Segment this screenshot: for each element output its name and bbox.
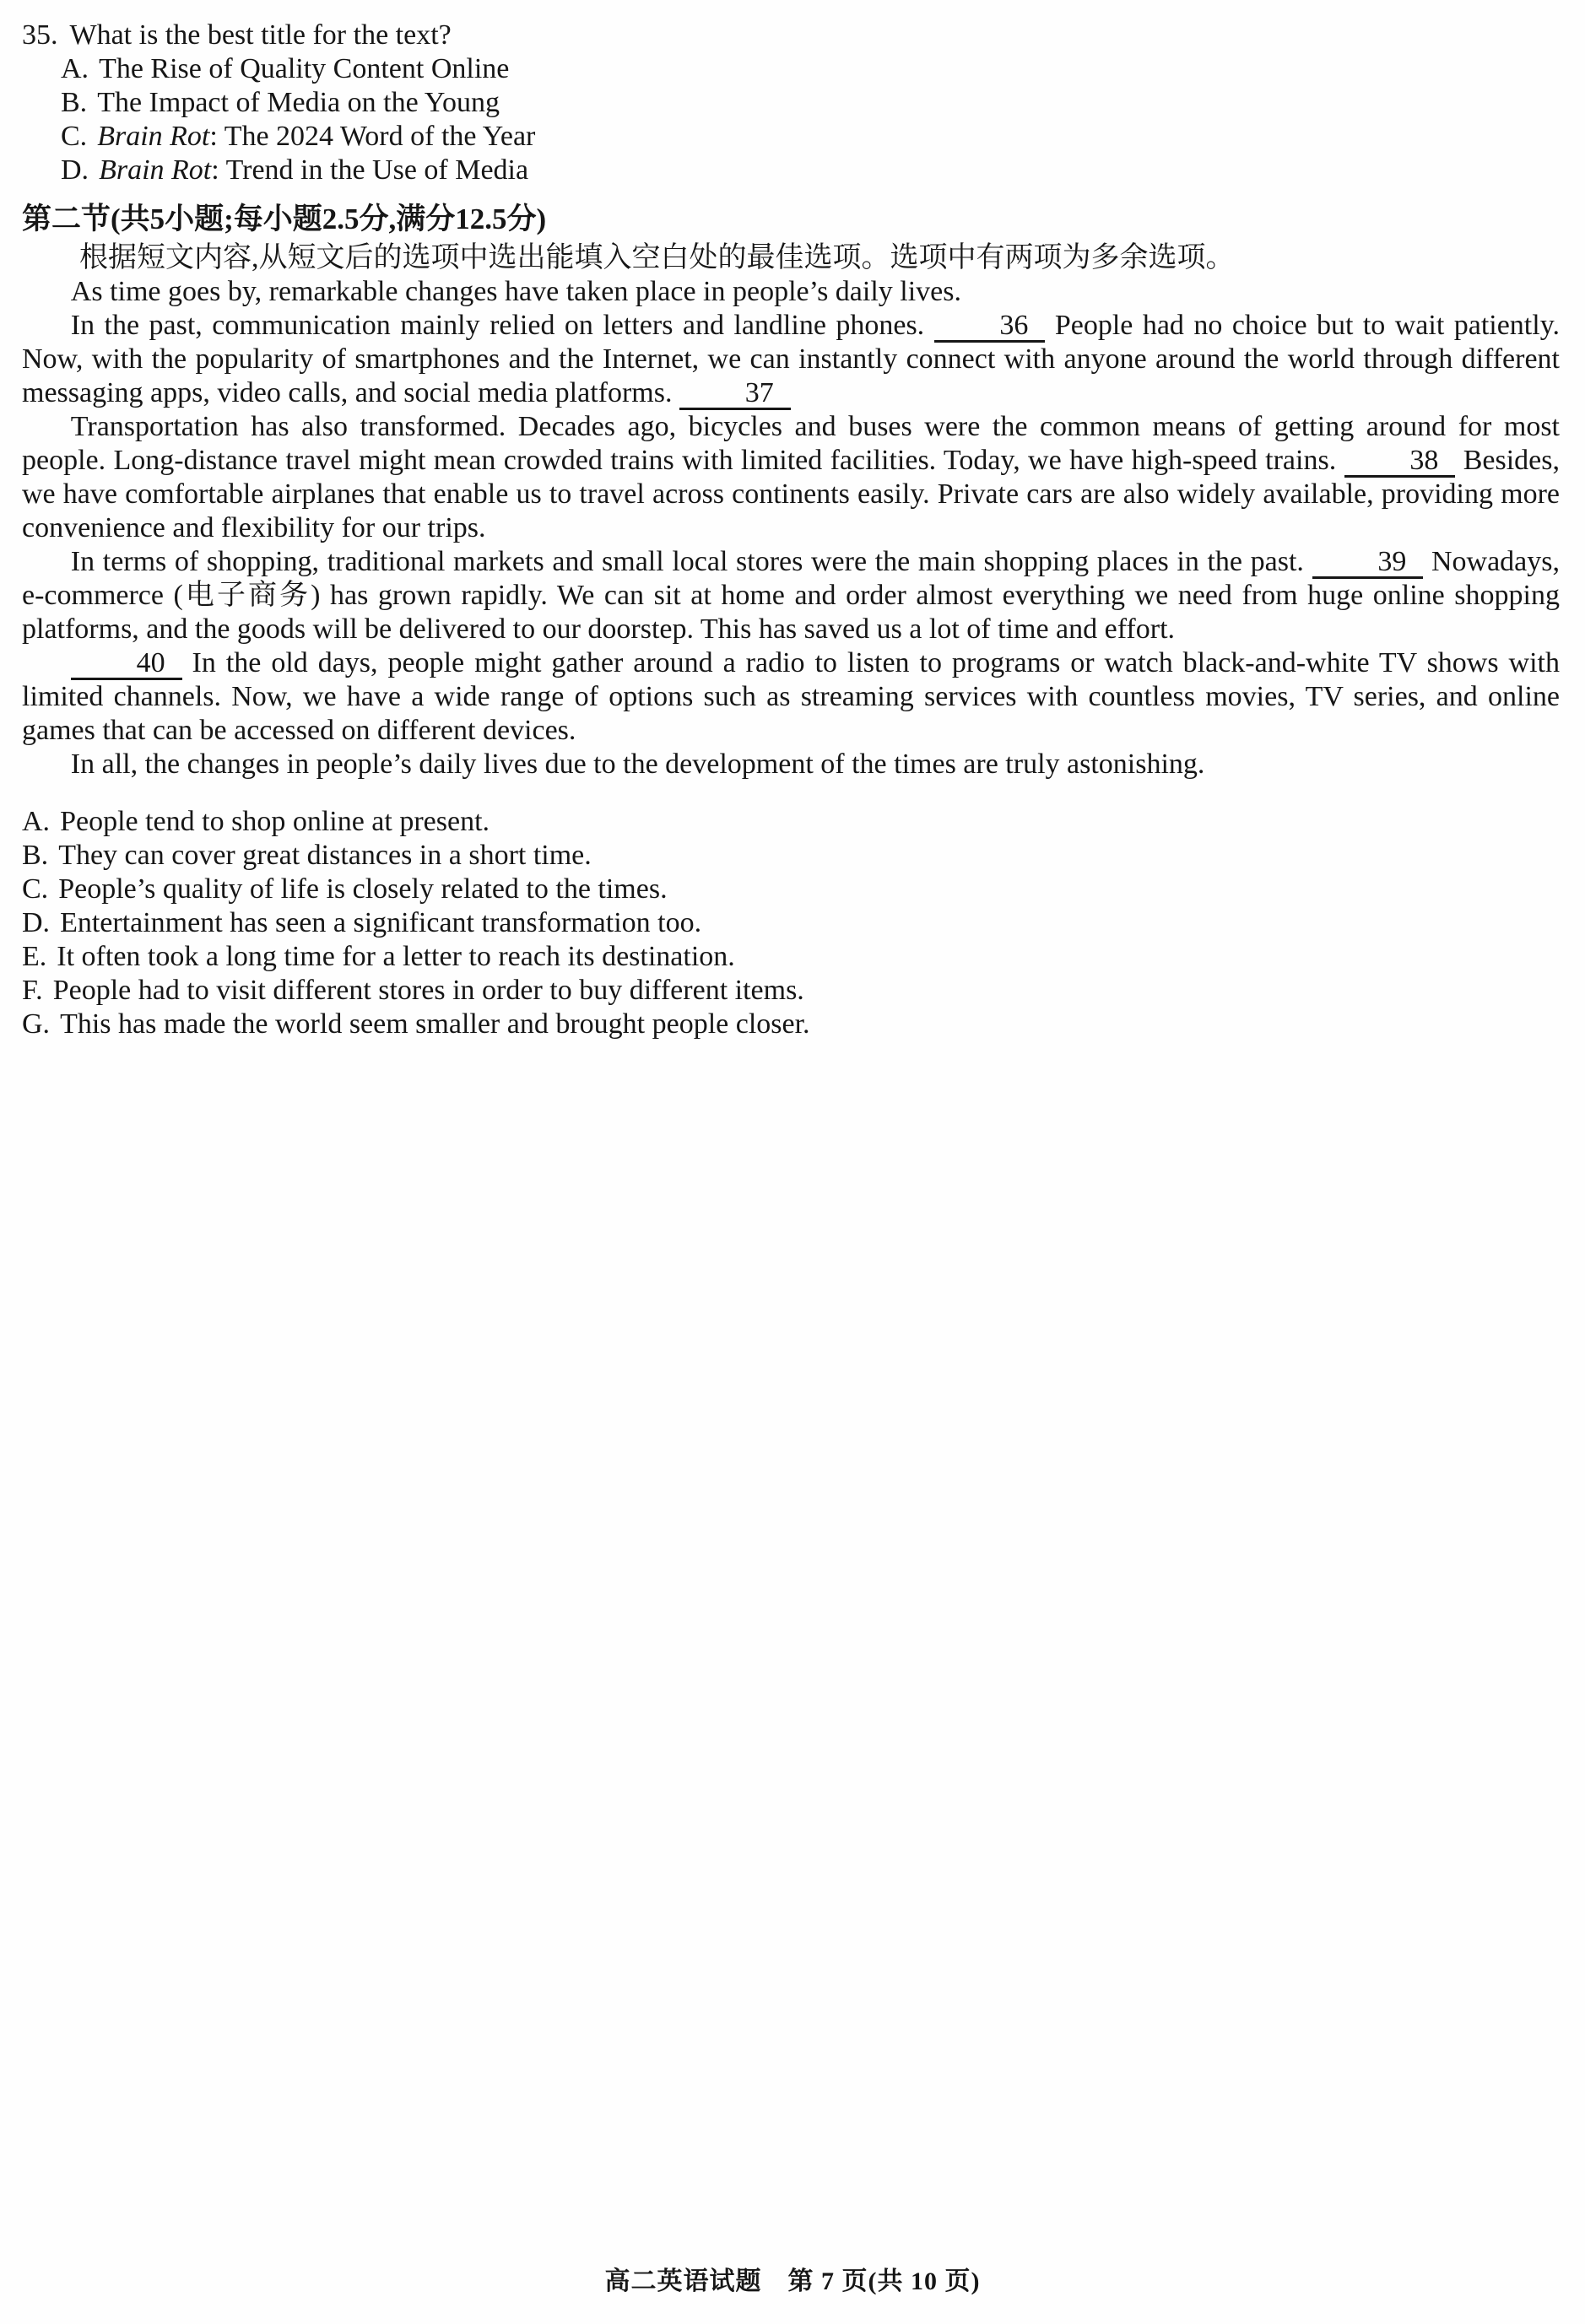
- option-label: C.: [61, 121, 88, 152]
- text-segment: Brain Rot: [99, 154, 212, 186]
- choice-text: People’s quality of life is closely related to the times.: [58, 873, 668, 905]
- passage-paragraph-5: [22, 646, 1560, 748]
- text-segment: Nowadays, e-commerce (电子商务) has grown rapidly. We can sit at home and order almost everything we need from huge online shopping platforms, and the goods will be delivered to our doorstep. This has saved us a lot of time and effort.: [22, 546, 1560, 645]
- question-number: 35.: [22, 19, 58, 51]
- blank-40: 40: [71, 649, 182, 680]
- text-segment: People had no choice but to wait patiently. Now, with the popularity of smartphones and the Internet, we can instantly connect with anyone around the world through different messaging apps, video calls, and social media platforms.: [22, 310, 1560, 408]
- passage-paragraph-3: [22, 410, 1560, 545]
- text-segment: The Impact of Media on the Young: [97, 87, 500, 118]
- section-heading: 第二节(共5小题;每小题2.5分,满分12.5分): [22, 203, 547, 235]
- question-35: [22, 19, 1560, 187]
- choice-label: C.: [22, 873, 49, 905]
- option-label: A.: [61, 53, 89, 84]
- blank-36: 36: [934, 311, 1046, 343]
- option-text: [97, 87, 500, 118]
- blank-37: 37: [679, 379, 791, 410]
- option-label: D.: [61, 154, 89, 186]
- section-two: [22, 201, 1560, 781]
- passage-paragraph-2: [22, 309, 1560, 410]
- choice-label: G.: [22, 1008, 51, 1040]
- text-segment: Brain Rot: [97, 121, 210, 152]
- choice-label: D.: [22, 907, 51, 938]
- question-35-option-b: [22, 86, 1560, 120]
- text-segment: Transportation has also transformed. Decades ago, bicycles and buses were the common means of getting around for most people. Long-distance travel might mean crowded trains with limited facilities. Today, we have high-speed trains.: [22, 411, 1560, 476]
- question-35-option-d: [22, 154, 1560, 187]
- passage-paragraph-6: [22, 748, 1560, 781]
- question-35-stem: [22, 19, 1560, 52]
- choice-text: Entertainment has seen a significant transformation too.: [60, 907, 702, 938]
- choice-text: People tend to shop online at present.: [60, 806, 490, 837]
- question-35-option-c: [22, 120, 1560, 154]
- choice-g: [22, 1008, 1560, 1041]
- section-instructions: 根据短文内容,从短文后的选项中选出能填入空白处的最佳选项。选项中有两项为多余选项。: [79, 242, 1235, 273]
- choice-text: It often took a long time for a letter to reach its destination.: [57, 941, 735, 972]
- choice-text: People had to visit different stores in order to buy different items.: [52, 975, 804, 1006]
- choice-a: [22, 805, 1560, 839]
- text-segment: In all, the changes in people’s daily lives due to the development of the times are truly astonishing.: [70, 749, 1205, 780]
- choice-label: B.: [22, 840, 49, 871]
- choice-b: [22, 839, 1560, 873]
- choice-label: E.: [22, 941, 47, 972]
- choice-d: [22, 906, 1560, 940]
- question-text: What is the best title for the text?: [69, 19, 452, 51]
- passage-paragraph-1: [22, 275, 1560, 309]
- choices-list: [22, 805, 1560, 1041]
- choice-text: This has made the world seem smaller and brought people closer.: [60, 1008, 810, 1040]
- page-footer: 高二英语试题 第 7 页(共 10 页): [604, 2267, 981, 2295]
- text-segment: As time goes by, remarkable changes have taken place in people’s daily lives.: [70, 276, 962, 307]
- text-segment: : The 2024 Word of the Year: [209, 121, 536, 152]
- option-text: [99, 53, 509, 84]
- blank-38: 38: [1344, 446, 1456, 478]
- text-segment: Besides, we have comfortable airplanes that enable us to travel across continents easily. Private cars are also widely available, providing more convenience and flexibility for our trips.: [22, 445, 1560, 543]
- question-35-option-a: [22, 52, 1560, 86]
- choice-text: They can cover great distances in a short time.: [58, 840, 592, 871]
- text-segment: The Rise of Quality Content Online: [99, 53, 510, 84]
- text-segment: In terms of shopping, traditional markets and small local stores were the main shopping places in the past.: [70, 546, 1312, 577]
- choice-label: A.: [22, 806, 51, 837]
- passage-paragraph-4: [22, 545, 1560, 646]
- choice-f: [22, 974, 1560, 1008]
- choice-label: F.: [22, 975, 43, 1006]
- text-segment: : Trend in the Use of Media: [211, 154, 529, 186]
- blank-39: 39: [1312, 548, 1424, 579]
- choice-c: [22, 873, 1560, 906]
- text-segment: In the past, communication mainly relied on letters and landline phones.: [70, 310, 934, 341]
- text-segment: In the old days, people might gather around a radio to listen to programs or watch black-and-white TV shows with limited channels. Now, we have a wide range of options such as streaming services with countless movies, TV series, and online games that can be accessed on different devices.: [22, 647, 1560, 746]
- option-text: [99, 154, 528, 186]
- option-label: B.: [61, 87, 88, 118]
- choice-e: [22, 940, 1560, 974]
- option-text: [97, 121, 535, 152]
